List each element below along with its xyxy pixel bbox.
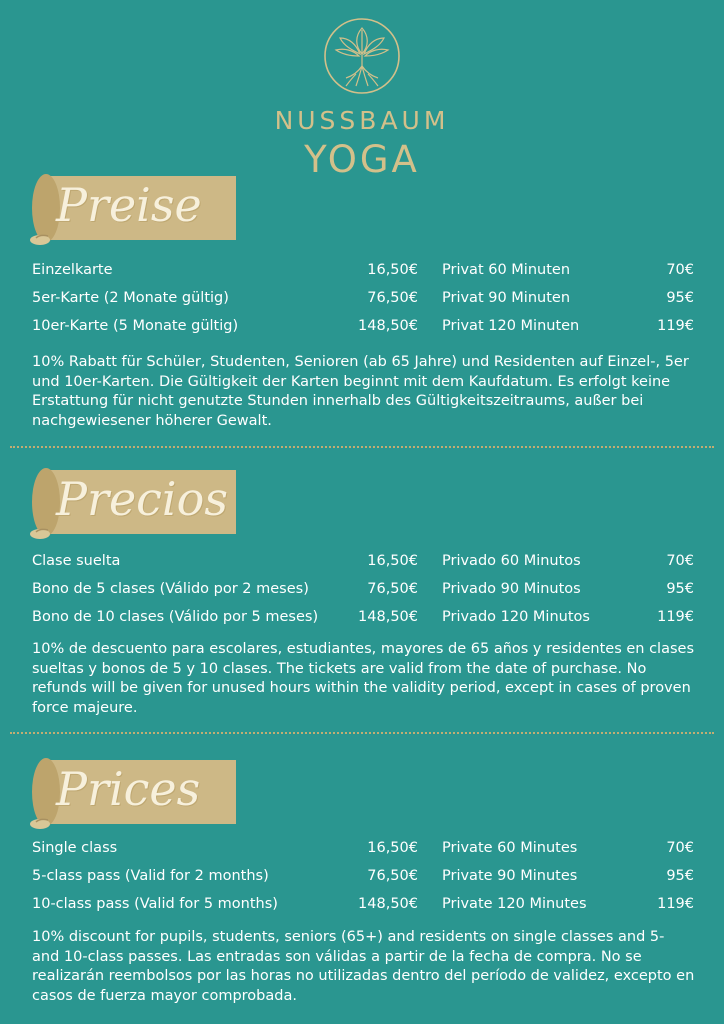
private-label: Privat 90 Minuten	[442, 290, 571, 306]
private-label: Privado 120 Minutos	[442, 609, 590, 625]
price-value: 76,50€	[367, 581, 418, 597]
price-value: 16,50€	[367, 262, 418, 278]
price-value: 76,50€	[367, 868, 418, 884]
price-row	[0, 290, 724, 312]
private-label: Privat 60 Minuten	[442, 262, 571, 278]
discount-note: 10% de descuento para escolares, estudiantes, mayores de 65 años y residentes en clases sueltas y bonos de 5 y 10 clases. The tickets are valid from the date of purchase. No refunds will be given for unused hours within the validity period, except in cases of proven force majeure.	[32, 641, 694, 716]
nussbaum-tree-logo	[322, 16, 402, 96]
section-title: Preise	[56, 178, 202, 232]
price-row	[0, 553, 724, 575]
price-label: Bono de 5 clases (Válido por 2 meses)	[32, 581, 309, 597]
private-value: 95€	[666, 868, 694, 884]
price-label: Clase suelta	[32, 553, 121, 569]
discount-note: 10% Rabatt für Schüler, Studenten, Senioren (ab 65 Jahre) und Residenten auf Einzel-, 5er und 10er-Karten. Die Gültigkeit der Karten beginnt mit dem Kaufdatum. Es erfolgt keine Erstattung für nicht genutzte Stunden innerhalb des Gültigkeitszeitraums, außer bei nachgewiesener höherer Gewalt.	[32, 354, 689, 429]
private-value: 95€	[666, 581, 694, 597]
price-row	[0, 868, 724, 890]
private-value: 95€	[666, 290, 694, 306]
discount-note: 10% discount for pupils, students, seniors (65+) and residents on single classes and 5- and 10-class passes. Las entradas son válidas a partir de la fecha de compra. No se realizarán reembolsos por las horas no utilizadas dentro del período de validez, excepto en casos de fuerza mayor comprobada.	[32, 929, 695, 1004]
private-label: Privado 90 Minutos	[442, 581, 581, 597]
price-row	[0, 581, 724, 603]
private-label: Private 90 Minutes	[442, 868, 578, 884]
private-value: 119€	[657, 896, 694, 912]
private-value: 70€	[666, 553, 694, 569]
section-divider	[10, 446, 714, 448]
price-label: 10er-Karte (5 Monate gültig)	[32, 318, 239, 334]
price-label: 10-class pass (Valid for 5 months)	[32, 896, 278, 912]
price-value: 16,50€	[367, 553, 418, 569]
price-row	[0, 262, 724, 284]
price-label: 5er-Karte (2 Monate gültig)	[32, 290, 229, 306]
price-value: 148,50€	[358, 609, 418, 625]
section-divider	[10, 732, 714, 734]
price-value: 148,50€	[358, 318, 418, 334]
private-value: 70€	[666, 840, 694, 856]
private-label: Privado 60 Minutos	[442, 553, 581, 569]
price-label: Bono de 10 clases (Válido por 5 meses)	[32, 609, 319, 625]
price-label: 5-class pass (Valid for 2 months)	[32, 868, 269, 884]
price-value: 76,50€	[367, 290, 418, 306]
brand-subtitle: YOGA	[304, 138, 420, 181]
price-label: Single class	[32, 840, 118, 856]
private-value: 119€	[657, 609, 694, 625]
price-label: Einzelkarte	[32, 262, 113, 278]
price-row	[0, 318, 724, 340]
section-title: Precios	[56, 472, 228, 526]
price-row	[0, 896, 724, 918]
price-value: 16,50€	[367, 840, 418, 856]
price-row	[0, 609, 724, 631]
brand-name: NUSSBAUM	[274, 106, 450, 135]
private-label: Private 120 Minutes	[442, 896, 587, 912]
private-label: Privat 120 Minuten	[442, 318, 580, 334]
section-title: Prices	[56, 762, 201, 816]
private-value: 119€	[657, 318, 694, 334]
private-label: Private 60 Minutes	[442, 840, 578, 856]
price-row	[0, 840, 724, 862]
price-value: 148,50€	[358, 896, 418, 912]
private-value: 70€	[666, 262, 694, 278]
